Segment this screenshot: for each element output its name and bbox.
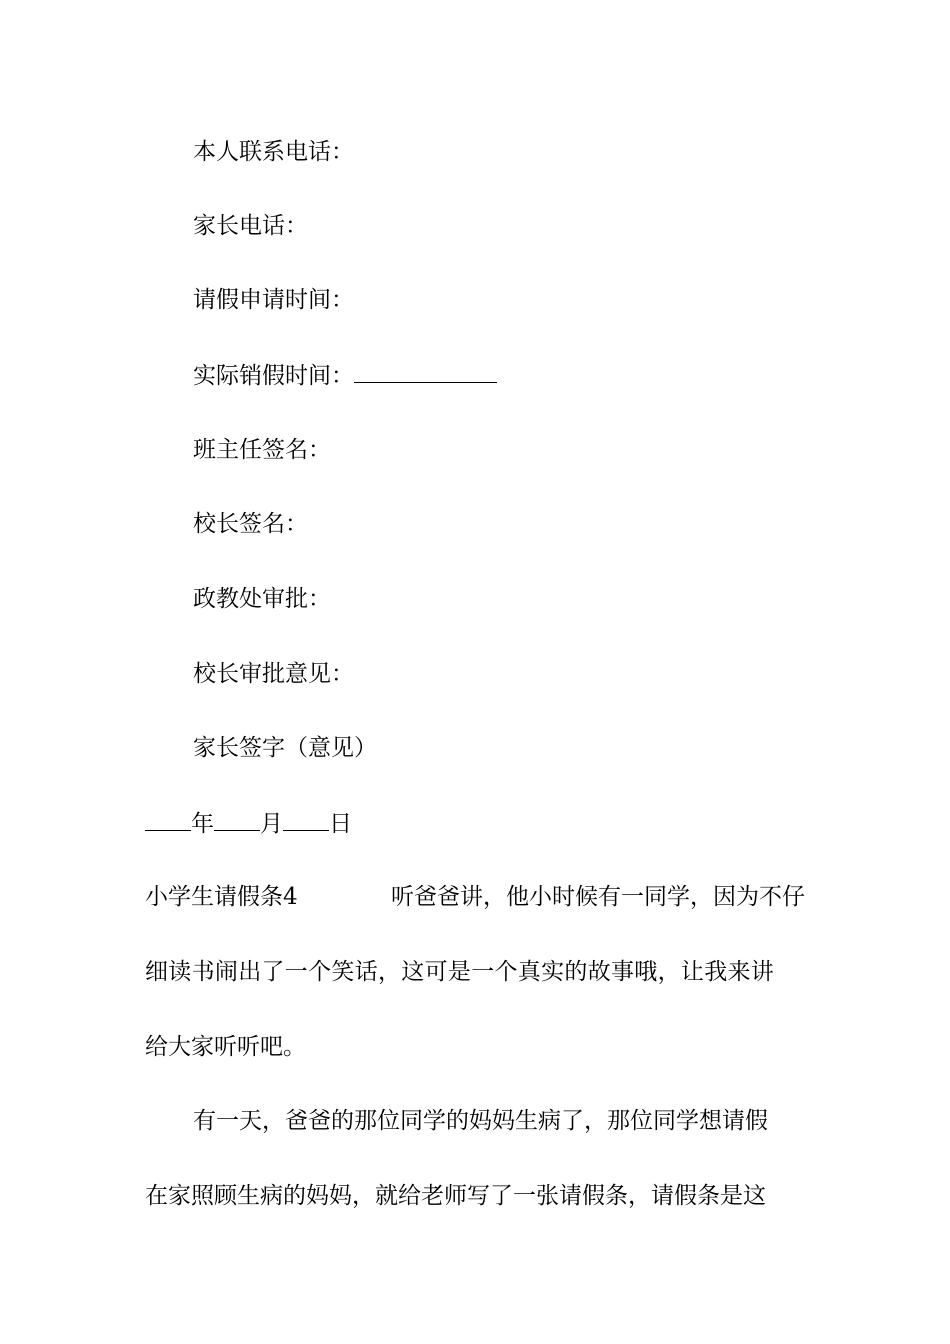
day-blank xyxy=(283,808,329,831)
date-line xyxy=(145,808,352,839)
field-label: 实际销假时间： xyxy=(193,363,354,389)
paragraph-text: 给大家听听吧。 xyxy=(145,1034,306,1060)
paragraph-text: 有一天，爸爸的那位同学的妈妈生病了，那位同学想请假 xyxy=(193,1108,768,1134)
month-label: 月 xyxy=(260,811,283,837)
paragraph-text: 细读书闹出了一个笑话，这可是一个真实的故事哦，让我来讲 xyxy=(145,959,775,985)
field-label: 班主任签名： xyxy=(193,437,331,463)
section-heading: 小学生请假条4 xyxy=(145,884,298,910)
paragraph-line xyxy=(145,1032,306,1062)
paragraph-line xyxy=(145,1181,805,1211)
paragraph-line xyxy=(193,1106,805,1136)
field-parent-phone xyxy=(193,211,308,241)
day-label: 日 xyxy=(329,811,352,837)
field-label: 校长审批意见： xyxy=(193,661,354,687)
blank-underline xyxy=(354,360,497,383)
field-label: 本人联系电话： xyxy=(193,139,354,165)
paragraph-line xyxy=(145,957,805,987)
field-actual-return-time xyxy=(193,360,497,391)
field-head-teacher-signature xyxy=(193,435,331,465)
paragraph-text: 听爸爸讲，他小时候有一同学，因为不仔 xyxy=(391,884,805,910)
field-label: 校长签名： xyxy=(193,511,308,537)
field-principal-approval-opinion xyxy=(193,659,354,689)
field-label: 请假申请时间： xyxy=(193,287,354,313)
month-blank xyxy=(214,808,260,831)
paragraph-line xyxy=(145,882,805,912)
field-contact-phone xyxy=(193,137,354,167)
field-leave-request-time xyxy=(193,285,354,315)
field-label: 政教处审批： xyxy=(193,586,331,612)
field-principal-signature xyxy=(193,509,308,539)
field-label: 家长签字（意见） xyxy=(193,735,377,761)
field-political-office-approval xyxy=(193,584,331,614)
field-label: 家长电话： xyxy=(193,213,308,239)
year-label: 年 xyxy=(191,811,214,837)
field-parent-signature xyxy=(193,733,377,763)
paragraph-text: 在家照顾生病的妈妈，就给老师写了一张请假条，请假条是这 xyxy=(145,1183,766,1209)
year-blank xyxy=(145,808,191,831)
